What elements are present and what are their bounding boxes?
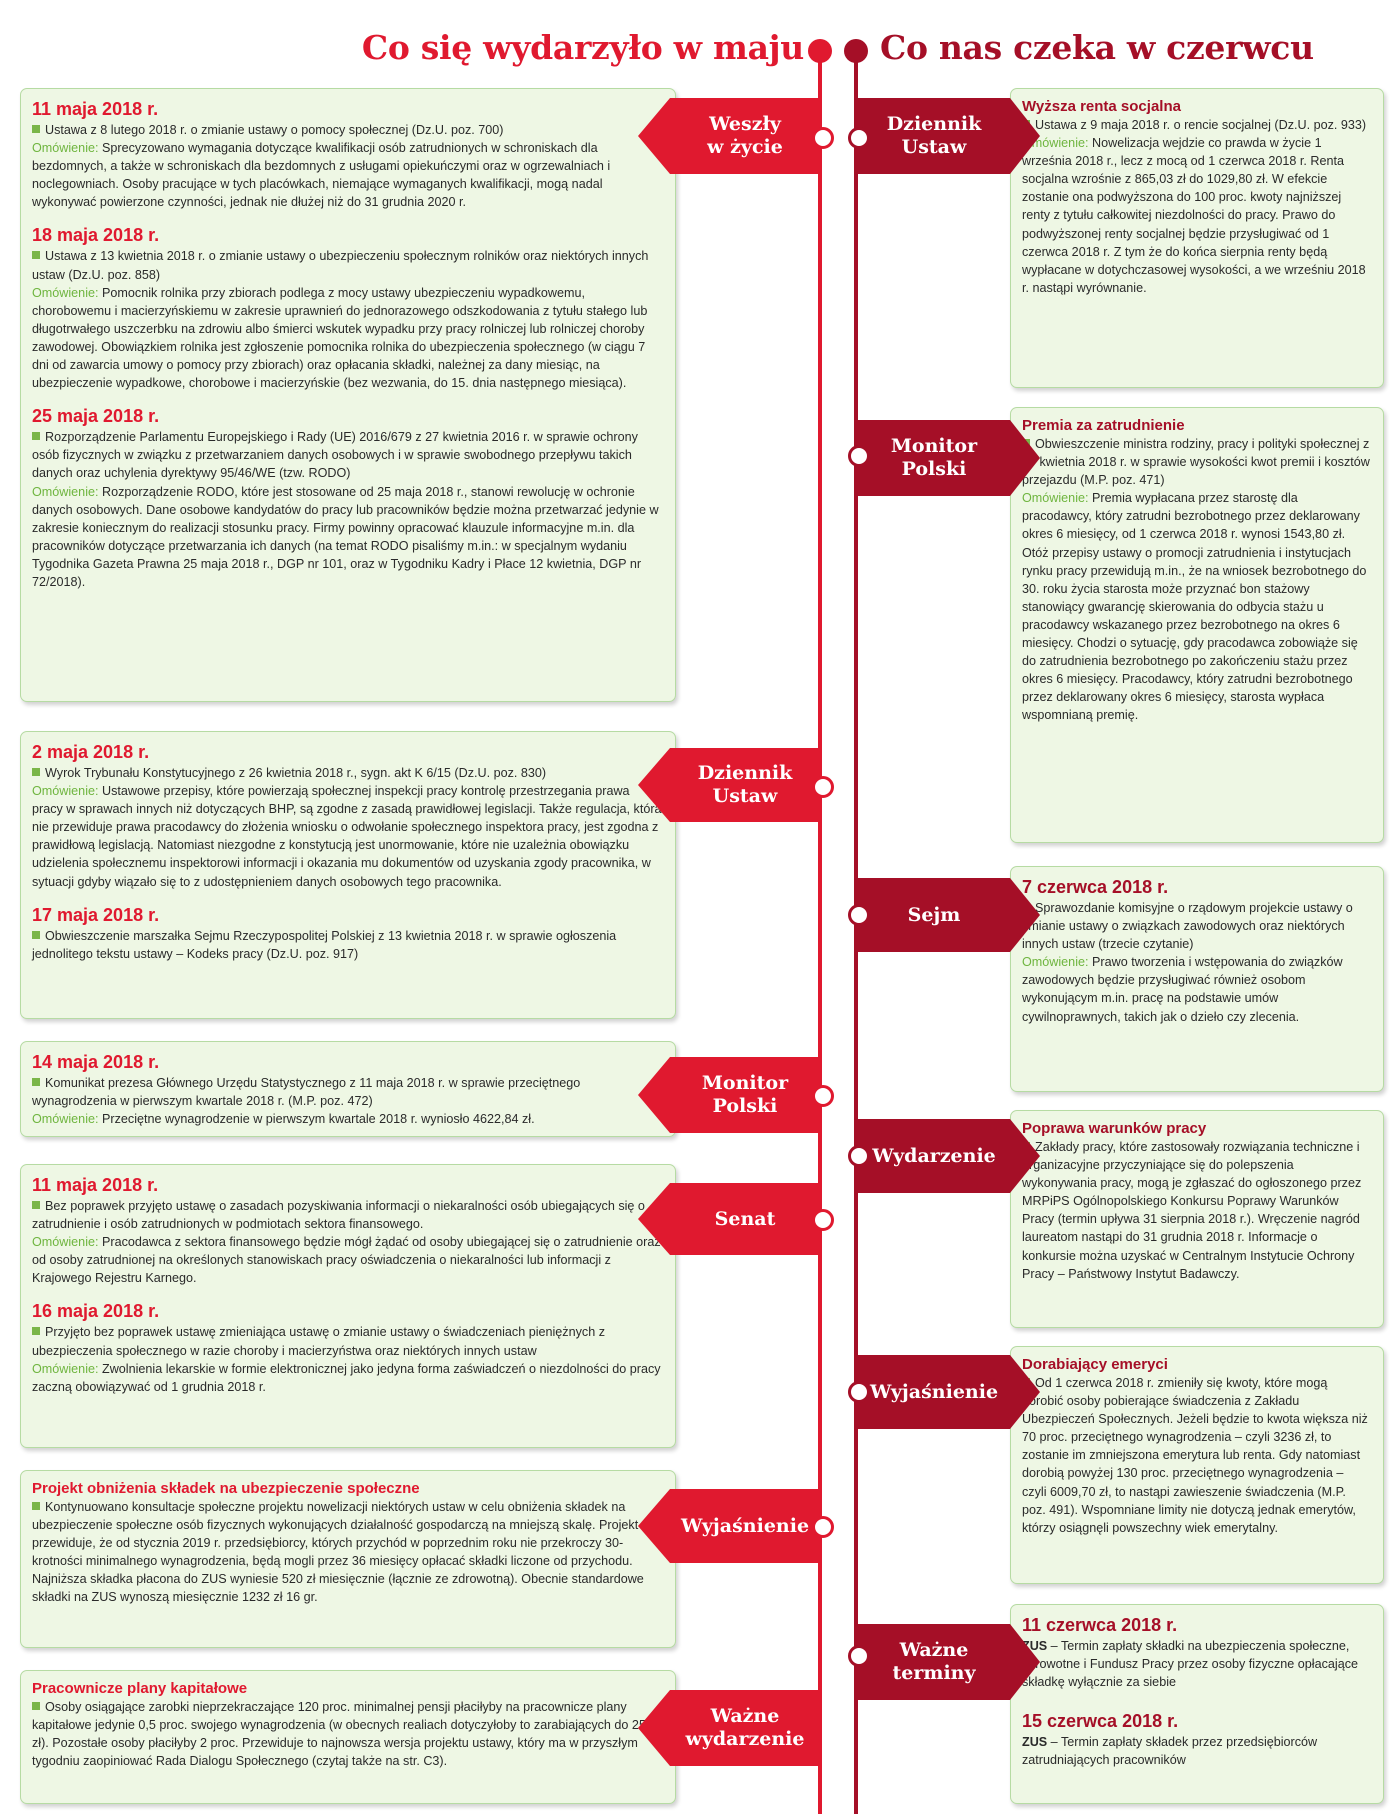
tag-monitor-polski-june bbox=[858, 420, 1010, 496]
entry-text: Ustawowe przepisy, które powierzają społecznej inspekcji pracy kontrolę przestrzegania prawa pracy w sprawach innych niż dotyczących BHP, są zgodne z zasadą prawidłowej legislacji. Także regulacja, która nie przewiduje prawa pracodawcy do złożenia wniosku o odwołanie społecznego inspektora pracy, jest zgodna z prawidłową legislacją. Natomiast niezgodne z konstytucją jest unormowanie, które nie uzależnia obowiązku udzielenia społecznemu inspektorowi informacji i okazania mu dokumentów od uzyskania zgody pracownika, w sytuacji gdyby wiązało się to z udostępnieniem danych osobowych tego pracownika. bbox=[32, 784, 662, 889]
bullet-icon bbox=[32, 251, 40, 259]
tag-wazne-terminy bbox=[858, 1624, 1010, 1700]
entry-act: Obwieszczenie ministra rodziny, pracy i polityki społecznej z 27 kwietnia 2018 r. w sprawie wysokości kwot premii i kosztów przejazdu (M.P. poz. 471) bbox=[1022, 437, 1370, 488]
omowienie-label: Omówienie: bbox=[32, 141, 99, 156]
tag-label: Wydarzenie bbox=[872, 1144, 996, 1167]
entry bbox=[32, 1050, 663, 1128]
tag-pointer bbox=[638, 1057, 670, 1133]
tag-label: Ważne terminy bbox=[892, 1639, 976, 1684]
tag-label: Weszły w życie bbox=[707, 113, 783, 158]
timeline-dot bbox=[848, 904, 870, 926]
entry-date: 11 maja 2018 r. bbox=[32, 99, 159, 119]
omowienie-label: Omówienie: bbox=[32, 1112, 99, 1127]
entry-act: Ustawa z 8 lutego 2018 r. o zmianie ustawy o pomocy społecznej (Dz.U. poz. 700) bbox=[45, 123, 504, 137]
wazne-wydarzenie-box bbox=[20, 1670, 676, 1804]
tag-pointer bbox=[1010, 1355, 1040, 1429]
bullet-icon bbox=[32, 1702, 40, 1710]
senat-box bbox=[20, 1164, 676, 1448]
omowienie-label: Omówienie: bbox=[32, 1361, 99, 1376]
entry-title: Projekt obniżenia składek na ubezpieczenie społeczne bbox=[32, 1480, 420, 1497]
entry-text: Sprecyzowano wymagania dotyczące kwalifikacji osób zatrudnionych w schroniskach dla bezdomnych, a także w schroniskach dla bezdomnych z usługami opiekuńczymi oraz w ogrzewalniach i noclegowniach. Osoby pracujące w tych placówkach, niemające wymaganych kwalifikacji, mogą nadal wykonywać powierzone czynności, jednak nie dłużej niż do 31 grudnia 2020 r. bbox=[32, 141, 611, 210]
tag-senat bbox=[670, 1183, 820, 1255]
bullet-icon bbox=[32, 931, 40, 939]
entry bbox=[32, 97, 663, 211]
sejm-box bbox=[1010, 866, 1384, 1092]
entry-date: 25 maja 2018 r. bbox=[32, 406, 160, 427]
entry bbox=[32, 740, 663, 891]
entry-text: Kontynuowano konsultacje społeczne projektu nowelizacji niektórych ustaw w celu obniżenia składek na ubezpieczenie społeczne osób fizycznych wykonujących działalność gospodarczą na mniejszą skalę. Projekt przewiduje, że od stycznia 2019 r. przedsiębiorcy, których przychód w poprzednim roku nie przekroczy 30-krotności minimalnego wynagrodzenia, będą mogli przez 36 miesięcy opłacać składki liczone od przychodu. Najniższa składka płacona do ZUS wyniesie 520 zł miesięcznie (łącznie ze zdrowotną). Obecnie standardowe składki na ZUS wynoszą miesięcznie 1232 zł 16 gr. bbox=[32, 1500, 644, 1605]
entry bbox=[1022, 1613, 1371, 1691]
premia-box bbox=[1010, 407, 1384, 843]
tag-pointer bbox=[1010, 420, 1040, 496]
omowienie-label: Omówienie: bbox=[32, 484, 99, 499]
timeline-dot bbox=[812, 1516, 834, 1538]
bullet-icon bbox=[32, 1078, 40, 1086]
omowienie-label: Omówienie: bbox=[32, 285, 99, 300]
tag-wydarzenie bbox=[858, 1119, 1010, 1193]
right-column-title: Co nas czeka w czerwcu bbox=[880, 28, 1314, 67]
bullet-icon bbox=[32, 432, 40, 440]
omowienie-label: Omówienie: bbox=[32, 784, 99, 799]
timeline-start-dot-may bbox=[808, 39, 832, 63]
monitor-polski-left-box bbox=[20, 1041, 676, 1137]
entry-date: 17 maja 2018 r. bbox=[32, 904, 160, 925]
entry bbox=[32, 223, 663, 392]
entry-act: Wyrok Trybunału Konstytucyjnego z 26 kwietnia 2018 r., sygn. akt K 6/15 (Dz.U. poz. 830) bbox=[45, 766, 547, 780]
omowienie-label: Omówienie: bbox=[32, 1235, 99, 1250]
entry-text: Prawo tworzenia i wstępowania do związków zawodowych będzie przysługiwać również osobom wykonującym m.in. pracę na podstawie umów cywilnoprawnych, takich jak o dzieło czy zlecenia. bbox=[1022, 955, 1343, 1024]
tag-dziennik-ustaw bbox=[670, 748, 820, 822]
tag-wyjasnienie bbox=[670, 1489, 820, 1563]
entry-date: 11 maja 2018 r. bbox=[32, 1175, 159, 1195]
entry-act: Przyjęto bez poprawek ustawę zmieniająca ustawę o zmianie ustawy o świadczeniach pieniężnych z ubezpieczenia społecznego w razie choroby i macierzyństwa oraz niektórych innych ustaw bbox=[32, 1325, 606, 1358]
entry-date: 15 czerwca 2018 r. bbox=[1022, 1711, 1179, 1732]
entry-act: Ustawa z 9 maja 2018 r. o rencie socjalnej (Dz.U. poz. 933) bbox=[1035, 118, 1367, 132]
zus-label: ZUS bbox=[1022, 1639, 1048, 1653]
tag-label: Wyjaśnienie bbox=[869, 1380, 999, 1403]
entry-date: 7 czerwca 2018 r. bbox=[1022, 877, 1169, 897]
entry-date: 11 czerwca 2018 r. bbox=[1022, 1615, 1178, 1635]
entry bbox=[32, 1299, 663, 1395]
entry-text: – Termin zapłaty składki na ubezpieczenia społeczne, zdrowotne i Fundusz Pracy przez osoby fizyczne opłacające składkę wyłącznie za siebie bbox=[1022, 1639, 1358, 1690]
tag-pointer bbox=[1010, 1624, 1040, 1700]
bullet-icon bbox=[32, 125, 40, 133]
tag-label: Dziennik Ustaw bbox=[697, 762, 793, 807]
tag-monitor-polski bbox=[670, 1057, 820, 1133]
tag-pointer bbox=[1010, 878, 1040, 952]
timeline-dot bbox=[848, 1381, 870, 1403]
entry bbox=[32, 1679, 663, 1770]
renta-socjalna-box bbox=[1010, 88, 1384, 388]
zus-label: ZUS bbox=[1022, 1735, 1048, 1750]
tag-label: Wyjaśnienie bbox=[680, 1514, 810, 1537]
entry-date: 14 maja 2018 r. bbox=[32, 1052, 160, 1072]
entry-text: Przeciętne wynagrodzenie w pierwszym kwartale 2018 r. wyniosło 4622,84 zł. bbox=[102, 1112, 535, 1127]
weszly-w-zycie-box bbox=[20, 88, 676, 702]
tag-dziennik-ustaw-june bbox=[858, 98, 1010, 174]
entry-text: Pracodawca z sektora finansowego będzie mógł żądać od osoby ubiegającej się o zatrudnienie oraz od osoby zatrudnionej na określonych stanowiskach pracy oświadczenia o niekaralności lub informacji z Krajowego Rejestru Karnego. bbox=[32, 1235, 661, 1286]
timeline-start-dot-june bbox=[844, 39, 868, 63]
entry-title: Dorabiający emeryci bbox=[1022, 1356, 1168, 1373]
tag-wyjasnienie-june bbox=[858, 1355, 1010, 1429]
timeline-dot bbox=[848, 445, 870, 467]
tag-pointer bbox=[638, 748, 670, 822]
bullet-icon bbox=[32, 768, 40, 776]
wyjasnienie-left-box bbox=[20, 1470, 676, 1648]
bullet-icon bbox=[32, 1502, 40, 1510]
entry-text: – Termin zapłaty składek przez przedsiębiorców zatrudniających pracowników bbox=[1022, 1735, 1318, 1768]
entry bbox=[32, 1479, 663, 1607]
timeline-dot bbox=[812, 776, 834, 798]
entry-act: Ustawa z 13 kwietnia 2018 r. o zmianie ustawy o ubezpieczeniu społecznym rolników oraz niektórych innych ustaw (Dz.U. poz. 858) bbox=[32, 249, 649, 282]
timeline-dot bbox=[812, 127, 834, 149]
entry bbox=[32, 903, 663, 963]
left-column-title: Co się wydarzyło w maju bbox=[361, 28, 804, 67]
omowienie-label: Omówienie: bbox=[1022, 136, 1089, 151]
entry-text: Nowelizacja wejdzie co prawda w życie 1 września 2018 r., lecz z mocą od 1 czerwca 2018 r. Renta socjalna wzrośnie z 865,03 zł do 1029,80 zł. W efekcie zostanie ona podwyższona do 100 proc. kwoty najniższej renty z tytułu całkowitej niezdolności do pracy. Prawo do podwyższonej renty socjalnej będzie przysługiwać od 1 czerwca 2018 r. Z tym że do końca sierpnia renty będą wypłacane w dotychczasowej wysokości, a we wrześniu 2018 r. nastąpi wyrównanie. bbox=[1022, 136, 1366, 295]
tag-wazne-wydarzenie bbox=[670, 1690, 820, 1766]
entry-text: Premia wypłacana przez starostę dla pracodawcy, który zatrudni bezrobotnego przez deklarowany okres 6 miesięcy, od 1 czerwca 2018 r. wynosi 1543,80 zł. Otóż przepisy ustawy o promocji zatrudnienia i instytucjach rynku pracy przewidują m.in., że na wniosek bezrobotnego do 30. roku życia starosta może przyznać bon stażowy stanowiący gwarancję skierowania do odbycia stażu u pracodawcy wskazanego przez bezrobotnego na okres 6 miesięcy. Chodzi o sytuację, gdy pracodawca zobowiąże się do zatrudnienia bezrobotnego po zakończeniu stażu przez okres 6 miesięcy. Pracodawcy, który zatrudni bezrobotnego przez deklarowany okres 6 miesięcy, starosta wypłaca wspomnianą premię. bbox=[1022, 491, 1367, 723]
timeline-dot bbox=[812, 1085, 834, 1107]
entry-date: 2 maja 2018 r. bbox=[32, 742, 150, 762]
dorabiajacy-emeryci-box bbox=[1010, 1346, 1384, 1584]
entry-title: Wyższa renta socjalna bbox=[1022, 98, 1181, 115]
tag-pointer bbox=[1010, 1119, 1040, 1193]
bullet-icon bbox=[32, 1201, 40, 1209]
entry-text: Zwolnienia lekarskie w formie elektronicznej jako jedyna forma zaświadczeń o niezdolności do pracy zaczną obowiązywać od 1 grudnia 2018 r. bbox=[32, 1361, 661, 1394]
dziennik-ustaw-left-box bbox=[20, 731, 676, 1019]
bullet-icon bbox=[32, 1327, 40, 1335]
entry bbox=[32, 1173, 663, 1287]
tag-label: Sejm bbox=[907, 903, 961, 926]
timeline-dot bbox=[848, 1645, 870, 1667]
timeline-dot bbox=[848, 127, 870, 149]
entry bbox=[1022, 1709, 1371, 1769]
entry-title: Pracownicze plany kapitałowe bbox=[32, 1680, 248, 1697]
tag-pointer bbox=[638, 1690, 670, 1766]
timeline-dot bbox=[812, 1209, 834, 1231]
entry-act: Rozporządzenie Parlamentu Europejskiego i Rady (UE) 2016/679 z 27 kwietnia 2016 r. w sprawie ochrony osób fizycznych w związku z przetwarzaniem danych osobowych i w sprawie swobodnego przepływu takich danych oraz uchylenia dyrektywy 95/46/WE (tzw. RODO) bbox=[32, 430, 638, 481]
entry-text: Zakłady pracy, które zastosowały rozwiązania techniczne i organizacyjne przyczyniające się do polepszenia wykonywania pracy, mogą je zgłaszać do ogłoszonego przez MRPiPS Ogólnopolskiego Konkursu Poprawy Warunków Pracy (termin upływa 31 sierpnia 2018 r.). Wręczenie nagród laureatom nastąpi do 31 grudnia 2018 r. Informacje o konkursie można uzyskać w Centralnym Instytucie Ochrony Pracy – Państwowy Instytut Badawczy. bbox=[1022, 1140, 1362, 1281]
entry-act: Bez poprawek przyjęto ustawę o zasadach pozyskiwania informacji o niekaralności osób ubiegających się o zatrudnienie i osób zatrudnionych w podmiotach sektora finansowego. bbox=[32, 1199, 645, 1232]
omowienie-label: Omówienie: bbox=[1022, 955, 1089, 970]
tag-pointer bbox=[638, 98, 670, 174]
entry bbox=[32, 404, 663, 591]
entry-text: Pomocnik rolnika przy zbiorach podlega z mocy ustawy ubezpieczeniu wypadkowemu, chorobowemu i macierzyńskiemu w zakresie uprawnień do jednorazowego odszkodowania z tytułu stałego lub długotrwałego uszczerbku na zdrowiu albo śmierci wskutek wypadku przy pracy rolniczej lub rolniczej choroby zawodowej. Obowiązkiem rolnika jest zgłoszenie pomocnika rolnika do ubezpieczenia społecznego (w ciągu 7 dni od zawarcia umowy o pomocy przy zbiorach) oraz opłacania składki, należnej za dany miesiąc, na ubezpieczenie wypadkowe, chorobowe i macierzyńskie (bez wezwania, do 15. dnia następnego miesiąca). bbox=[32, 285, 648, 391]
entry-act: Sprawozdanie komisyjne o rządowym projekcie ustawy o zmianie ustawy o związkach zawodowych oraz niektórych innych ustaw (trzecie czytanie) bbox=[1022, 901, 1353, 952]
entry-title: Poprawa warunków pracy bbox=[1022, 1120, 1207, 1137]
entry-title: Premia za zatrudnienie bbox=[1022, 417, 1185, 434]
entry-text: Osoby osiągające zarobki nieprzekraczające 120 proc. minimalnej pensji płaciłyby na pracownicze plany kapitałowe jedynie 0,5 proc. swojego wynagrodzenia (w obecnych realiach dotyczyłoby to zarabiających do 2520 zł). Pozostałe osoby płaciłyby 2 proc. Przewiduje to najnowsza wersja projektu ustawy, który ma w przyszłym tygodniu zaopiniować Rada Dialogu Społecznego (czytaj także na str. C3). bbox=[32, 1700, 660, 1769]
tag-label: Dziennik Ustaw bbox=[886, 113, 982, 158]
wazne-terminy-box bbox=[1010, 1604, 1384, 1804]
tag-label: Senat bbox=[714, 1207, 776, 1230]
entry-text: Od 1 czerwca 2018 r. zmieniły się kwoty, które mogą dorobić osoby pobierające świadczenia z Zakładu Ubezpieczeń Społecznych. Jeżeli będzie to kwota większa niż 70 proc. przeciętnego wynagrodzenia – czyli 3236 zł, to zostanie im zmniejszona emerytura lub renta. Gdy natomiast dorobią powyżej 130 proc. przeciętnego wynagrodzenia – czyli 6009,70 zł, to nastąpi zawieszenie świadczenia (M.P. poz. 491). Wspomniane limity nie dotyczą jednak emerytów, którzy osiągnęli powszechny wiek emerytalny. bbox=[1022, 1376, 1368, 1535]
tag-pointer bbox=[638, 1489, 670, 1563]
tag-label: Monitor Polski bbox=[701, 1072, 789, 1117]
wydarzenie-box bbox=[1010, 1110, 1384, 1328]
entry-date: 18 maja 2018 r. bbox=[32, 225, 160, 246]
tag-weszly-w-zycie bbox=[670, 98, 820, 174]
entry-date: 16 maja 2018 r. bbox=[32, 1301, 160, 1322]
tag-label: Ważne wydarzenie bbox=[685, 1705, 805, 1750]
tag-sejm bbox=[858, 878, 1010, 952]
omowienie-label: Omówienie: bbox=[1022, 491, 1089, 506]
entry-act: Obwieszczenie marszałka Sejmu Rzeczypospolitej Polskiej z 13 kwietnia 2018 r. w sprawie ogłoszenia jednolitego tekstu ustawy – Kodeks pracy (Dz.U. poz. 917) bbox=[32, 928, 617, 961]
timeline-dot bbox=[848, 1145, 870, 1167]
entry-act: Komunikat prezesa Głównego Urzędu Statystycznego z 11 maja 2018 r. w sprawie przeciętnego wynagrodzenia w pierwszym kwartale 2018 r. (M.P. poz. 472) bbox=[32, 1076, 581, 1109]
tag-label: Monitor Polski bbox=[890, 435, 978, 480]
entry-text: Rozporządzenie RODO, które jest stosowane od 25 maja 2018 r., stanowi rewolucję w ochronie danych osobowych. Dane osobowe kandydatów do pracy lub pracowników będzie można przetwarzać jedynie w zakresie koniecznym do realizacji stosunku pracy. Firmy powinny opracować klauzule informacyjne m.in. dla pracowników dotyczące przetwarzania ich danych (na temat RODO pisaliśmy m.in.: w specjalnym wydaniu Tygodnika Gazeta Prawna 25 maja 2018 r., DGP nr 101, oraz w Tygodniku Kadry i Płace 12 kwietnia, DGP nr 72/2018). bbox=[32, 484, 659, 589]
tag-pointer bbox=[1010, 98, 1040, 174]
tag-pointer bbox=[638, 1183, 670, 1255]
